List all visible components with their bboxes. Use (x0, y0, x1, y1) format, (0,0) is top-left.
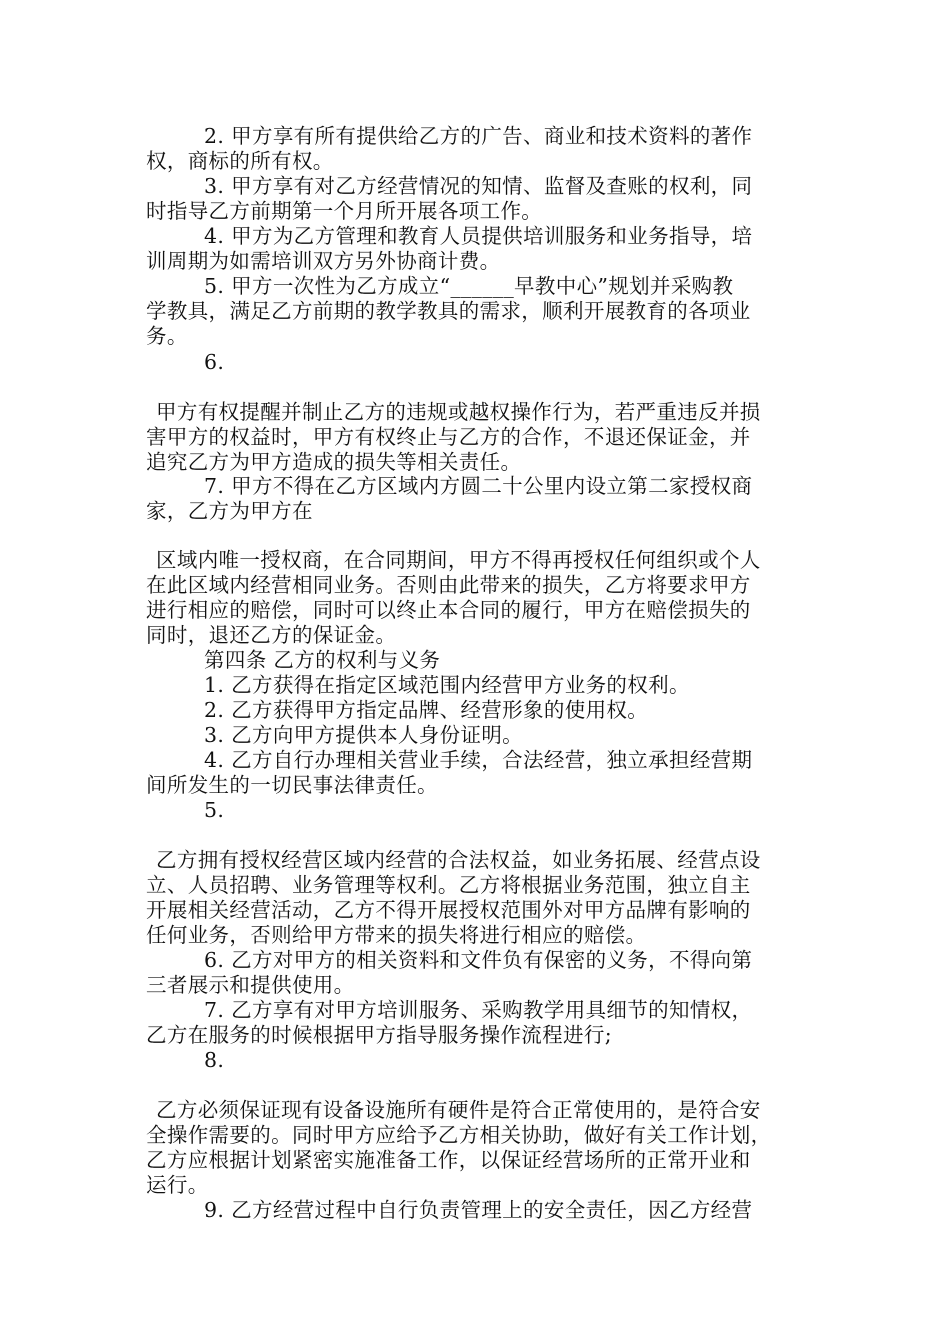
text-line: 三者展示和提供使用。 (146, 973, 355, 997)
text-line: 乙方必须保证现有设备设施所有硬件是符合正常使用的，是符合安 (156, 1098, 761, 1122)
text-line: 开展相关经营活动，乙方不得开展授权范围外对甲方品牌有影响的 (146, 898, 751, 922)
text-line: 乙方在服务的时候根据甲方指导服务操作流程进行; (146, 1023, 612, 1047)
item-5-number (146, 798, 810, 823)
text-line: 8. (204, 1048, 225, 1072)
text-line: 3. 甲方享有对乙方经营情况的知情、监督及查账的权利，同 (204, 174, 753, 198)
section-heading: 第四条 乙方的权利与义务 (204, 648, 441, 672)
text-line: 2. 乙方获得甲方指定品牌、经营形象的使用权。 (204, 698, 649, 722)
text-line: 追究乙方为甲方造成的损失等相关责任。 (146, 450, 522, 474)
text-line: 4. 乙方自行办理相关营业手续，合法经营，独立承担经营期 (204, 748, 753, 772)
text-line: 家，乙方为甲方在 (146, 499, 313, 523)
text-line: 运行。 (146, 1173, 209, 1197)
item-8-body (146, 1098, 810, 1198)
text-line: 全操作需要的。同时甲方应给予乙方相关协助，做好有关工作计划， (146, 1123, 772, 1147)
text-line: 7. 甲方不得在乙方区域内方圆二十公里内设立第二家授权商 (204, 474, 753, 498)
item-8-number (146, 1048, 810, 1073)
text-line: 立、人员招聘、业务管理等权利。乙方将根据业务范围，独立自主 (146, 873, 751, 897)
item-9 (146, 1198, 810, 1223)
text-line: 训周期为如需培训双方另外协商计费。 (146, 249, 501, 273)
text-line: 学教具，满足乙方前期的教学教具的需求，顺利开展教育的各项业 (146, 299, 751, 323)
item-7 (146, 998, 810, 1048)
paragraph-3 (146, 174, 810, 224)
item-2 (146, 698, 810, 723)
text-line: 9. 乙方经营过程中自行负责管理上的安全责任，因乙方经营 (204, 1198, 753, 1222)
text-line: 时指导乙方前期第一个月所开展各项工作。 (146, 199, 543, 223)
text-line: 进行相应的赔偿，同时可以终止本合同的履行，甲方在赔偿损失的 (146, 598, 751, 622)
article-4-heading (146, 648, 810, 673)
text-line: 害甲方的权益时，甲方有权终止与乙方的合作，不退还保证金，并 (146, 425, 751, 449)
text-line: 5. 甲方一次性为乙方成立“______早教中心”规划并采购教 (204, 274, 734, 298)
text-line: 权，商标的所有权。 (146, 149, 334, 173)
text-line: 2. 甲方享有所有提供给乙方的广告、商业和技术资料的著作 (204, 124, 753, 148)
text-line: 间所发生的一切民事法律责任。 (146, 773, 438, 797)
text-line: 乙方拥有授权经营区域内经营的合法权益，如业务拓展、经营点设 (156, 848, 761, 872)
text-line: 7. 乙方享有对甲方培训服务、采购教学用具细节的知情权， (204, 998, 753, 1022)
text-line: 在此区域内经营相同业务。否则由此带来的损失，乙方将要求甲方 (146, 573, 751, 597)
paragraph-7 (146, 474, 810, 524)
text-line: 同时，退还乙方的保证金。 (146, 623, 397, 647)
text-line: 乙方应根据计划紧密实施准备工作，以保证经营场所的正常开业和 (146, 1148, 751, 1172)
paragraph-7-body (146, 548, 810, 648)
paragraph-5 (146, 274, 810, 349)
text-line: 6. 乙方对甲方的相关资料和文件负有保密的义务，不得向第 (204, 948, 753, 972)
item-4 (146, 748, 810, 798)
item-3 (146, 723, 810, 748)
text-line: 任何业务，否则给甲方带来的损失将进行相应的赔偿。 (146, 923, 647, 947)
text-line: 1. 乙方获得在指定区域范围内经营甲方业务的权利。 (204, 673, 690, 697)
item-5-body (146, 848, 810, 948)
text-line: 4. 甲方为乙方管理和教育人员提供培训服务和业务指导，培 (204, 224, 753, 248)
text-line: 务。 (146, 324, 188, 348)
paragraph-2 (146, 124, 810, 174)
text-line: 6. (204, 350, 225, 374)
paragraph-4 (146, 224, 810, 274)
text-line: 区域内唯一授权商，在合同期间，甲方不得再授权任何组织或个人 (156, 548, 761, 572)
text-line: 5. (204, 798, 225, 822)
item-1 (146, 673, 810, 698)
item-6 (146, 948, 810, 998)
paragraph-6-number (146, 350, 810, 375)
text-line: 甲方有权提醒并制止乙方的违规或越权操作行为，若严重违反并损 (156, 400, 761, 424)
paragraph-6-body (146, 400, 810, 475)
text-line: 3. 乙方向甲方提供本人身份证明。 (204, 723, 524, 747)
